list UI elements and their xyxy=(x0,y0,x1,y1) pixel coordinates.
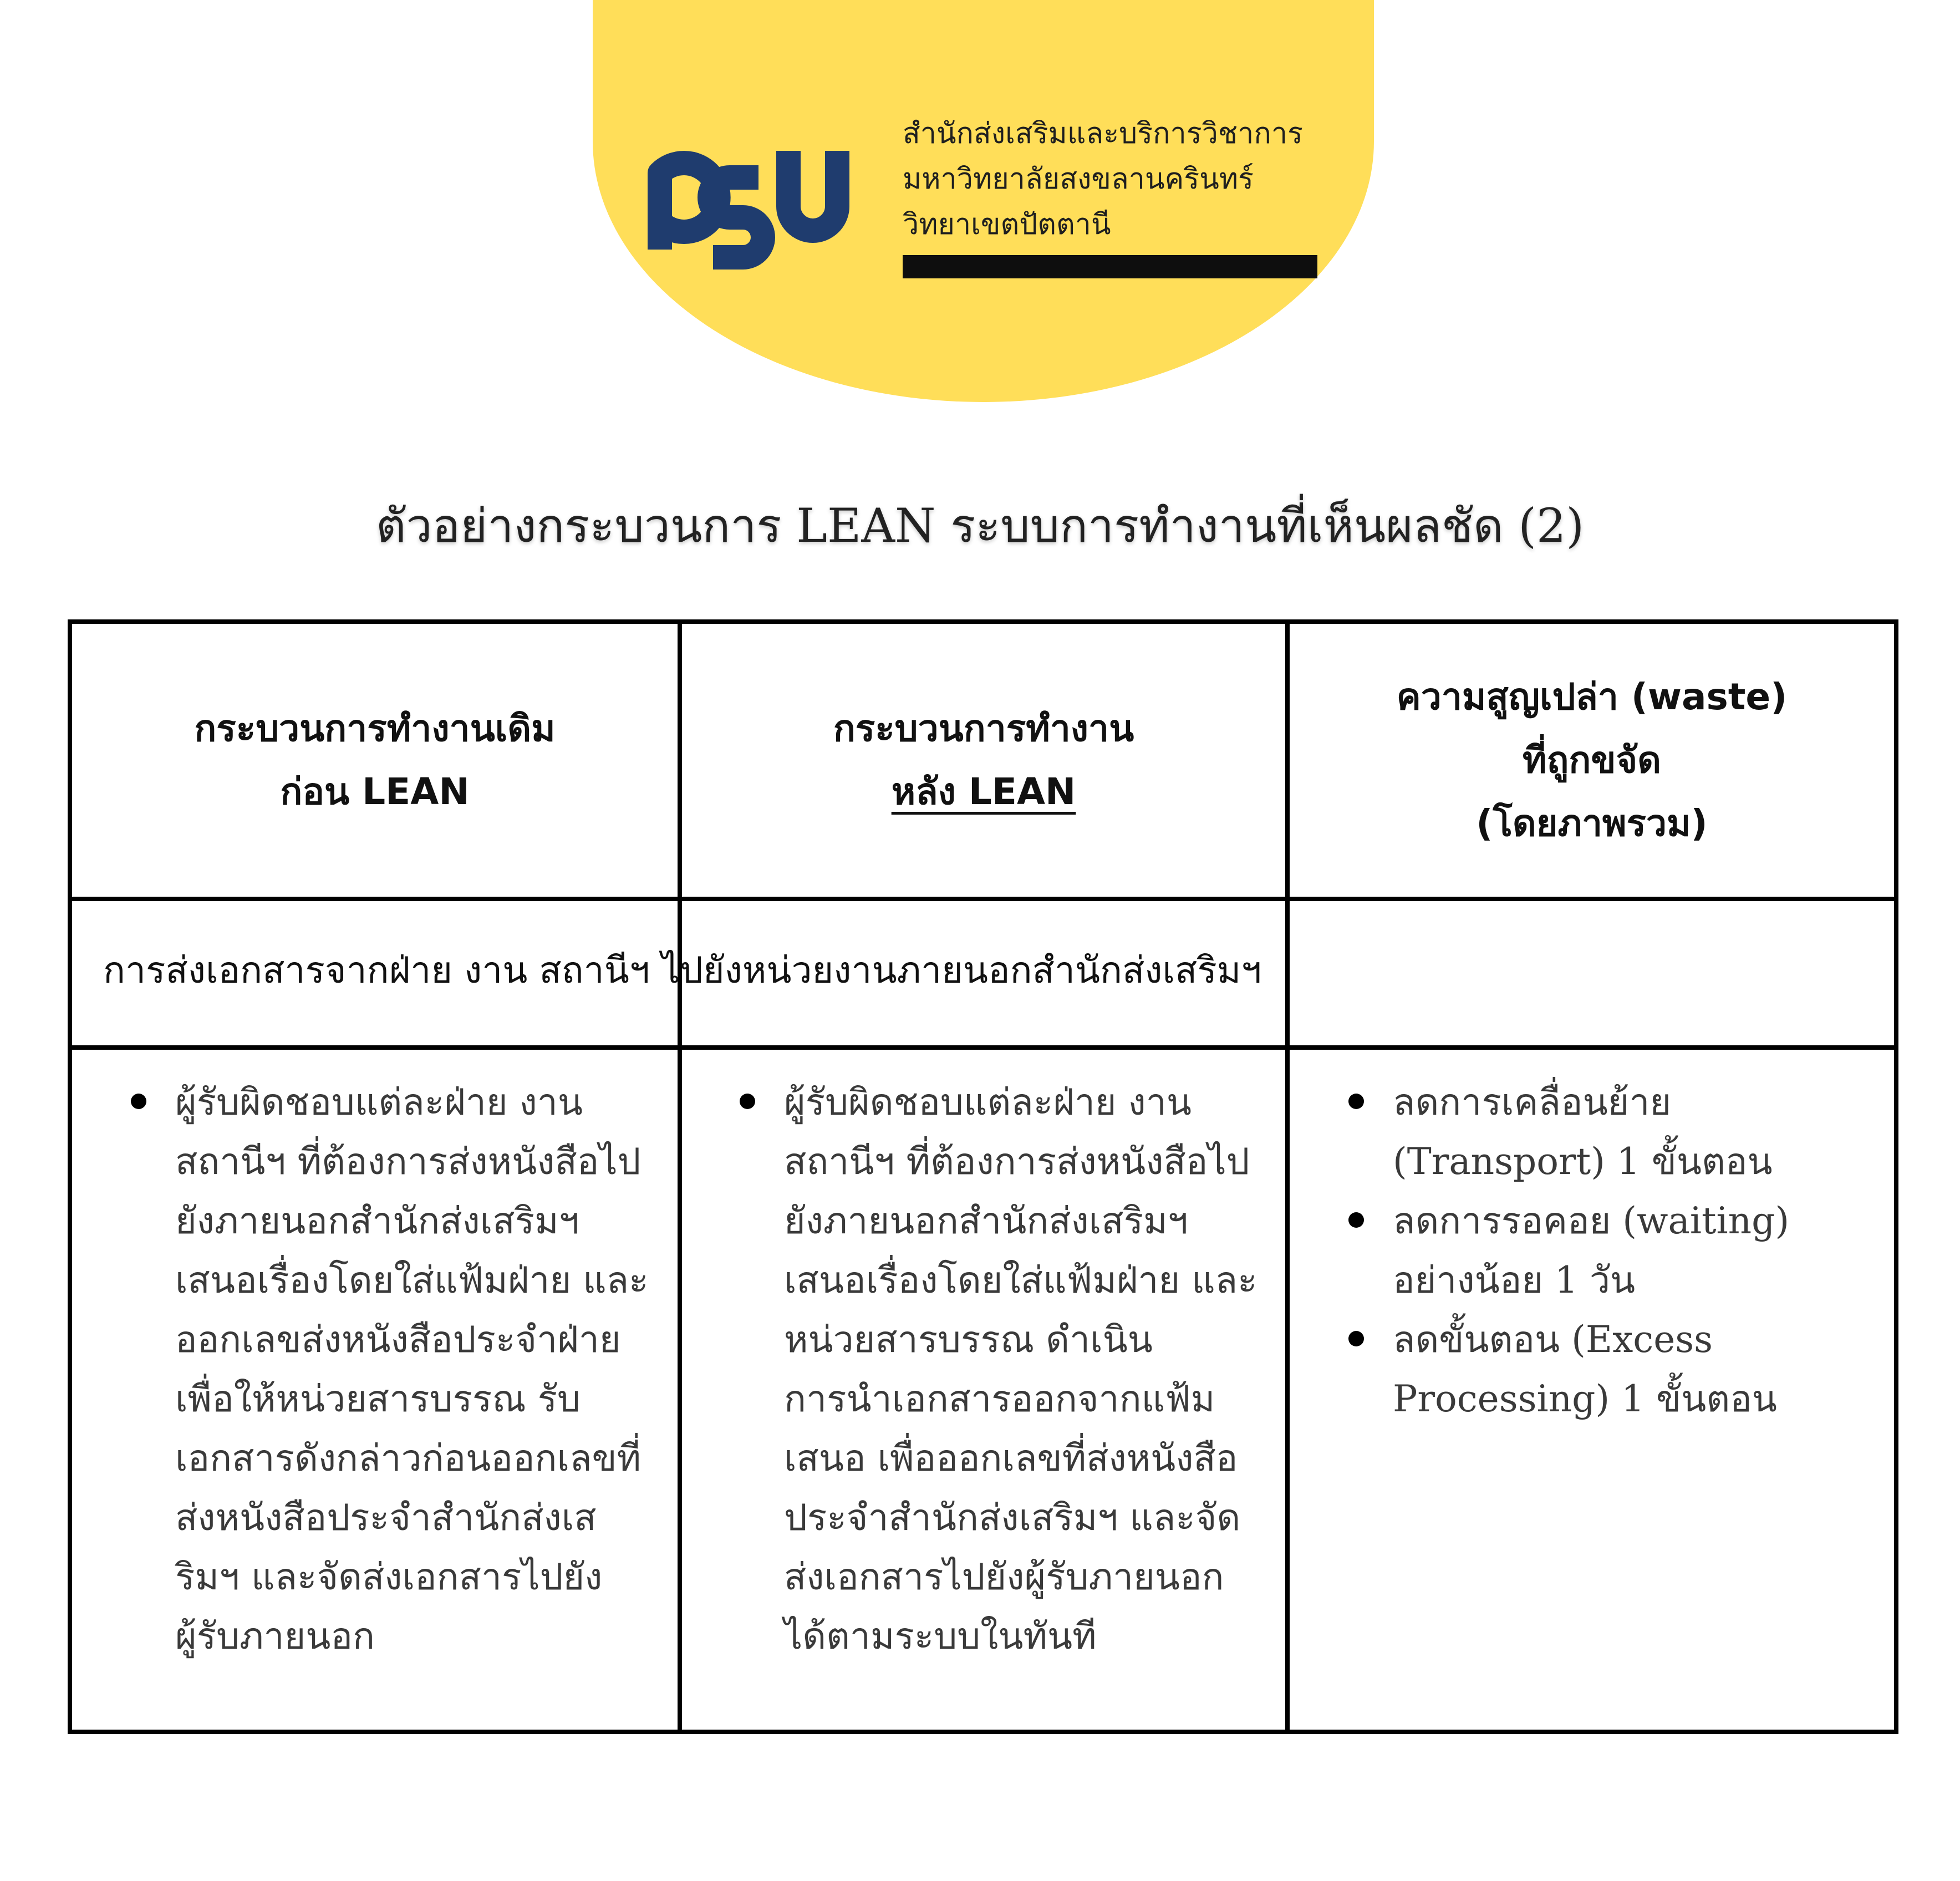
bullet-icon xyxy=(1348,1212,1364,1228)
org-line-2: มหาวิทยาลัยสงขลานครินทร์ xyxy=(903,162,1254,196)
list-item-line: อย่างน้อย 1 วัน xyxy=(1393,1259,1636,1302)
list-item-line: ผู้รับผิดชอบแต่ละฝ่าย งาน xyxy=(175,1081,583,1123)
after-lean-list xyxy=(784,1072,1258,1666)
list-item-line: ลดขั้นตอน (Excess xyxy=(1393,1318,1713,1361)
list-item-line: ส่งเอกสารไปยังผู้รับภายนอก xyxy=(784,1555,1224,1598)
list-item-line: (Transport) 1 ขั้นตอน xyxy=(1393,1140,1773,1183)
header-before-line-1: กระบวนการทำงานเดิม xyxy=(194,707,556,750)
list-item-line: ลดการรอคอย (waiting) xyxy=(1393,1199,1790,1242)
bullet-icon xyxy=(740,1094,755,1109)
list-item-line: หน่วยสารบรรณ ดำเนิน xyxy=(784,1318,1153,1361)
list-item-line: เพื่อให้หน่วยสารบรรณ รับ xyxy=(175,1377,581,1420)
list-item-line: ส่งหนังสือประจำสำนักส่งเส xyxy=(175,1496,597,1539)
bullet-icon xyxy=(1348,1331,1364,1346)
list-item-line: ผู้รับภายนอก xyxy=(175,1615,375,1658)
list-item-line: สถานีฯ ที่ต้องการส่งหนังสือไป xyxy=(784,1140,1250,1183)
before-lean-list xyxy=(175,1072,649,1666)
list-item-line: เสนอเรื่องโดยใส่แฟ้มฝ่าย และ xyxy=(784,1259,1258,1302)
list-item-line: ริมฯ และจัดส่งเอกสารไปยัง xyxy=(175,1555,603,1598)
page-title: ตัวอย่างกระบวนการ LEAN ระบบการทำงานที่เห็นผลชัด (2) xyxy=(375,499,1585,553)
header-divider-bar xyxy=(903,255,1317,278)
list-item-line: Processing) 1 ขั้นตอน xyxy=(1393,1377,1777,1420)
row-divider xyxy=(68,897,1898,901)
header-before-line-2: ก่อน LEAN xyxy=(280,770,470,813)
list-item xyxy=(1393,1310,1789,1428)
column-divider xyxy=(678,619,682,1734)
org-line-1: สำนักส่งเสริมและบริการวิชาการ xyxy=(903,117,1303,150)
org-line-3: วิทยาเขตปัตตานี xyxy=(903,208,1111,241)
list-item-line: ผู้รับผิดชอบแต่ละฝ่าย งาน xyxy=(784,1081,1192,1123)
list-item-line: ออกเลขส่งหนังสือประจำฝ่าย xyxy=(175,1318,621,1361)
psu-logo xyxy=(648,139,851,272)
row-divider xyxy=(68,1045,1898,1050)
waste-eliminated-list xyxy=(1393,1072,1789,1428)
bullet-icon xyxy=(131,1094,146,1109)
organization-name xyxy=(903,111,1324,247)
list-item-line: ประจำสำนักส่งเสริมฯ และจัด xyxy=(784,1496,1241,1539)
list-item-line: ลดการเคลื่อนย้าย xyxy=(1393,1081,1672,1123)
list-item xyxy=(1393,1191,1789,1310)
header-cell-waste xyxy=(1290,624,1894,897)
list-item-line: เสนอ เพื่อออกเลขที่ส่งหนังสือ xyxy=(784,1437,1238,1480)
list-item-line: สถานีฯ ที่ต้องการส่งหนังสือไป xyxy=(175,1140,641,1183)
list-item-line: เสนอเรื่องโดยใส่แฟ้มฝ่าย และ xyxy=(175,1259,649,1302)
list-item-line: เอกสารดังกล่าวก่อนออกเลขที่ xyxy=(175,1437,642,1480)
header-waste-line-2: ที่ถูกขจัด xyxy=(1522,739,1662,781)
header-after-line-1: กระบวนการทำงาน xyxy=(833,707,1134,750)
list-item xyxy=(175,1072,649,1666)
header-waste-line-3: (โดยภาพรวม) xyxy=(1476,802,1708,845)
list-item xyxy=(784,1072,1258,1666)
list-item-line: การนำเอกสารออกจากแฟ้ม xyxy=(784,1377,1215,1420)
header-after-line-2: หลัง LEAN xyxy=(891,770,1076,813)
list-item-line: ยังภายนอกสำนักส่งเสริมฯ xyxy=(784,1199,1188,1242)
section-heading: การส่งเอกสารจากฝ่าย งาน สถานีฯ ไปยังหน่วยงานภายนอกสำนักส่งเสริมฯ xyxy=(103,949,1262,992)
header-waste-line-1: ความสูญเปล่า (waste) xyxy=(1396,675,1788,718)
column-divider xyxy=(1285,619,1290,1734)
bullet-icon xyxy=(1348,1094,1364,1109)
list-item-line: ยังภายนอกสำนักส่งเสริมฯ xyxy=(175,1199,579,1242)
list-item-line: ได้ตามระบบในทันที xyxy=(784,1615,1097,1658)
header-cell-before-lean xyxy=(72,624,678,897)
list-item xyxy=(1393,1072,1789,1191)
header-cell-after-lean xyxy=(682,624,1285,897)
